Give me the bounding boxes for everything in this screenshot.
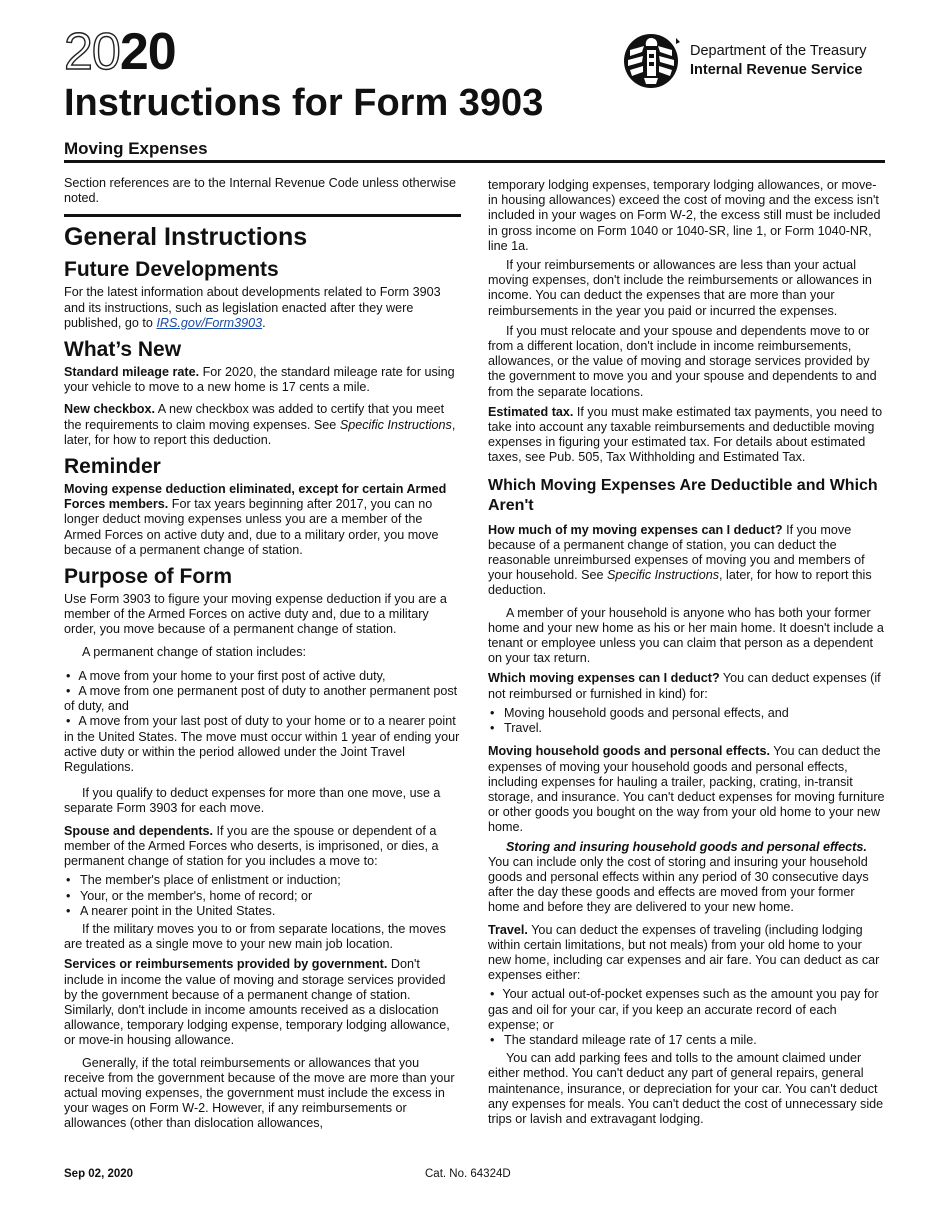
whats-new-heading: What’s New <box>64 338 182 362</box>
agency-block <box>622 32 867 90</box>
section-divider <box>64 214 461 217</box>
list-item: • Moving household goods and personal effects, and <box>488 706 885 721</box>
travel-paragraph: Travel. You can deduct the expenses of traveling (including lodging within certain limitations, but not meals) from your old home to your new home, including car expenses and air fare. You can deduct as car expenses either: <box>488 922 880 983</box>
agency-department: Department of the Treasury <box>690 43 867 59</box>
spouse-list <box>64 873 461 919</box>
future-developments-text: For the latest information about developments related to Form 3903 and its instructions, such as legislation enacted after they were published, go to IRS.gov/Form3903. <box>64 285 441 330</box>
household-member-paragraph: A member of your household is anyone who has both your former home and your new home as his or her main home. It doesn't include a tenant or employee unless you can claim that person as a dependent on your tax return. <box>488 605 884 666</box>
general-instructions-heading: General Instructions <box>64 223 308 252</box>
section-references-note: Section references are to the Internal Revenue Code unless otherwise noted. <box>64 176 457 206</box>
generally-paragraph: Generally, if the total reimbursements or allowances that you receive from the government because of the move are more than your actual moving expenses, the government must include the excess in your wages on Form W-2. However, if any reimbursements or allowances (other than dislocation allowances, <box>64 1055 455 1131</box>
estimated-tax-paragraph: Estimated tax. If you must make estimated tax payments, you need to take into account any taxable reimbursements and deductible moving expenses in figuring your estimated tax. For details about estimated taxes, see Pub. 505, Tax Withholding and Estimated Tax. <box>488 404 883 465</box>
form3903-link[interactable]: IRS.gov/Form3903 <box>156 315 263 330</box>
list-item: • Travel. <box>488 721 885 736</box>
household-goods-paragraph: Moving household goods and personal effects. You can deduct the expenses of moving your household goods and personal effects, including expenses for hauling a trailer, packing, crating, in-transit storage, and insurance. You can't deduct expenses for moving furniture or other goods you bought on the way from your old home to your new home. <box>488 744 885 835</box>
page-title: Instructions for Form 3903 <box>64 82 544 124</box>
more-than-one-move-paragraph: If you qualify to deduct expenses for more than one move, use a separate Form 3903 for each move. <box>64 786 441 816</box>
parking-paragraph: You can add parking fees and tolls to the amount claimed under either method. You can't deduct any part of general repairs, general maintenance, insurance, or depreciation for your car. You can't deduct any expenses for meals. You can't deduct the cost of unnecessary side trips or lavish and extravagant lodging. <box>488 1051 884 1126</box>
list-item: • A nearer point in the United States. <box>64 904 461 919</box>
header-divider <box>64 160 885 163</box>
which-deductible-heading: Which Moving Expenses Are Deductible and Which Aren't <box>488 476 878 514</box>
list-item: • A move from your last post of duty to your home or to a nearer point in the United States. The move must occur within 1 year of ending your active duty or within the period allowed under the Joint Travel Regulations. <box>64 714 461 775</box>
catalog-number: Cat. No. 64324D <box>425 1168 511 1180</box>
services-reimbursements-paragraph: Services or reimbursements provided by government. Don't include in income the value of moving and storage services provided by the government because of a permanent change of station. Similarly, don't include in income amounts received as a dislocation allowance, temporary lodging expense, temporary lodging allowance, or move-in housing allowance. <box>64 957 450 1048</box>
list-item: • Your actual out-of-pocket expenses such as the amount you pay for gas and oil for your car, if you keep an accurate record of each expense; or <box>488 987 885 1033</box>
purpose-of-form-heading: Purpose of Form <box>64 565 233 589</box>
pcs-list <box>64 669 461 775</box>
new-checkbox-paragraph: New checkbox. A new checkbox was added to certify that you meet the requirements to claim moving expenses. See Specific Instructions, later, for how to report this deduction. <box>64 402 456 447</box>
list-item: • A move from your home to your first post of active duty, <box>64 669 461 684</box>
list-item: • A move from one permanent post of duty to another permanent post of duty, and <box>64 684 461 714</box>
list-item: • Your, or the member's, home of record; or <box>64 889 461 904</box>
irs-eagle-logo-icon <box>622 32 684 90</box>
relocate-paragraph: If you must relocate and your spouse and dependents move to or from a different location, don't include in income reimbursements, allowances, or the value of moving and storage services provided by the government to move you and your spouse and dependents to and from the separate locations. <box>488 323 877 399</box>
year-outline: 20 <box>64 23 120 81</box>
future-developments-heading: Future Developments <box>64 258 279 282</box>
list-item: • The standard mileage rate of 17 cents a mile. <box>488 1033 885 1048</box>
reminder-heading: Reminder <box>64 455 161 479</box>
less-than-paragraph: If your reimbursements or allowances are less than your actual moving expenses, don't include the reimbursements or allowances in income. You can deduct the expenses that are more than your reimbursements in the year you paid or incurred the expenses. <box>488 258 872 318</box>
footer-date: Sep 02, 2020 <box>64 1168 134 1180</box>
which-can-deduct-paragraph: Which moving expenses can I deduct? You can deduct expenses (if not reimbursed or furnished in kind) for: <box>488 671 881 701</box>
storing-insuring-paragraph: Storing and insuring household goods and personal effects. You can include only the cost of storing and insuring your household goods and personal effects within any period of 30 consecutive days after the day these goods and effects are moved from your former home and before they are delivered to your new home. <box>488 839 869 915</box>
separate-locations-paragraph: If the military moves you to or from separate locations, the moves are treated as a single move to your new main job location. <box>64 921 446 952</box>
deductible-list <box>488 706 885 736</box>
form-year <box>64 23 176 81</box>
pcs-intro: A permanent change of station includes: <box>82 644 307 659</box>
reminder-paragraph: Moving expense deduction eliminated, except for certain Armed Forces members. For tax years beginning after 2017, you can no longer deduct moving expenses unless you are a member of the Armed Forces on active duty and, due to a military order, you move because of a permanent change of station. <box>64 482 447 557</box>
page-subtitle: Moving Expenses <box>64 139 208 158</box>
left-column <box>64 176 461 1137</box>
how-much-paragraph: How much of my moving expenses can I deduct? If you move because of a permanent change of station, you can deduct the reasonable unreimbursed expenses of moving you and members of your household. See Specific Instructions, later, for how to report this deduction. <box>488 522 872 598</box>
list-item: • The member's place of enlistment or induction; <box>64 873 461 888</box>
spouse-dependents-paragraph: Spouse and dependents. If you are the spouse or dependent of a member of the Armed Forces who deserts, is imprisoned, or dies, a permanent change of station for you includes a move to: <box>64 823 439 869</box>
purpose-paragraph: Use Form 3903 to figure your moving expense deduction if you are a member of the Armed Forces on active duty and, due to a military order, you move because of a permanent change of station. <box>64 592 447 637</box>
agency-name: Internal Revenue Service <box>690 62 863 78</box>
right-column <box>488 178 885 1132</box>
standard-mileage-paragraph: Standard mileage rate. For 2020, the standard mileage rate for using your vehicle to move to a new home is 17 cents a mile. <box>64 365 455 395</box>
continued-paragraph: temporary lodging expenses, temporary lodging allowances, or move-in housing allowances) exceed the cost of moving and the excess isn't included in your wages on Form W-2, the excess still must be included in gross income on Form 1040 or 1040-SR, line 1, or Form 1040-NR, line 1a. <box>488 178 881 253</box>
year-solid: 20 <box>119 23 176 81</box>
car-expense-list <box>488 987 885 1048</box>
